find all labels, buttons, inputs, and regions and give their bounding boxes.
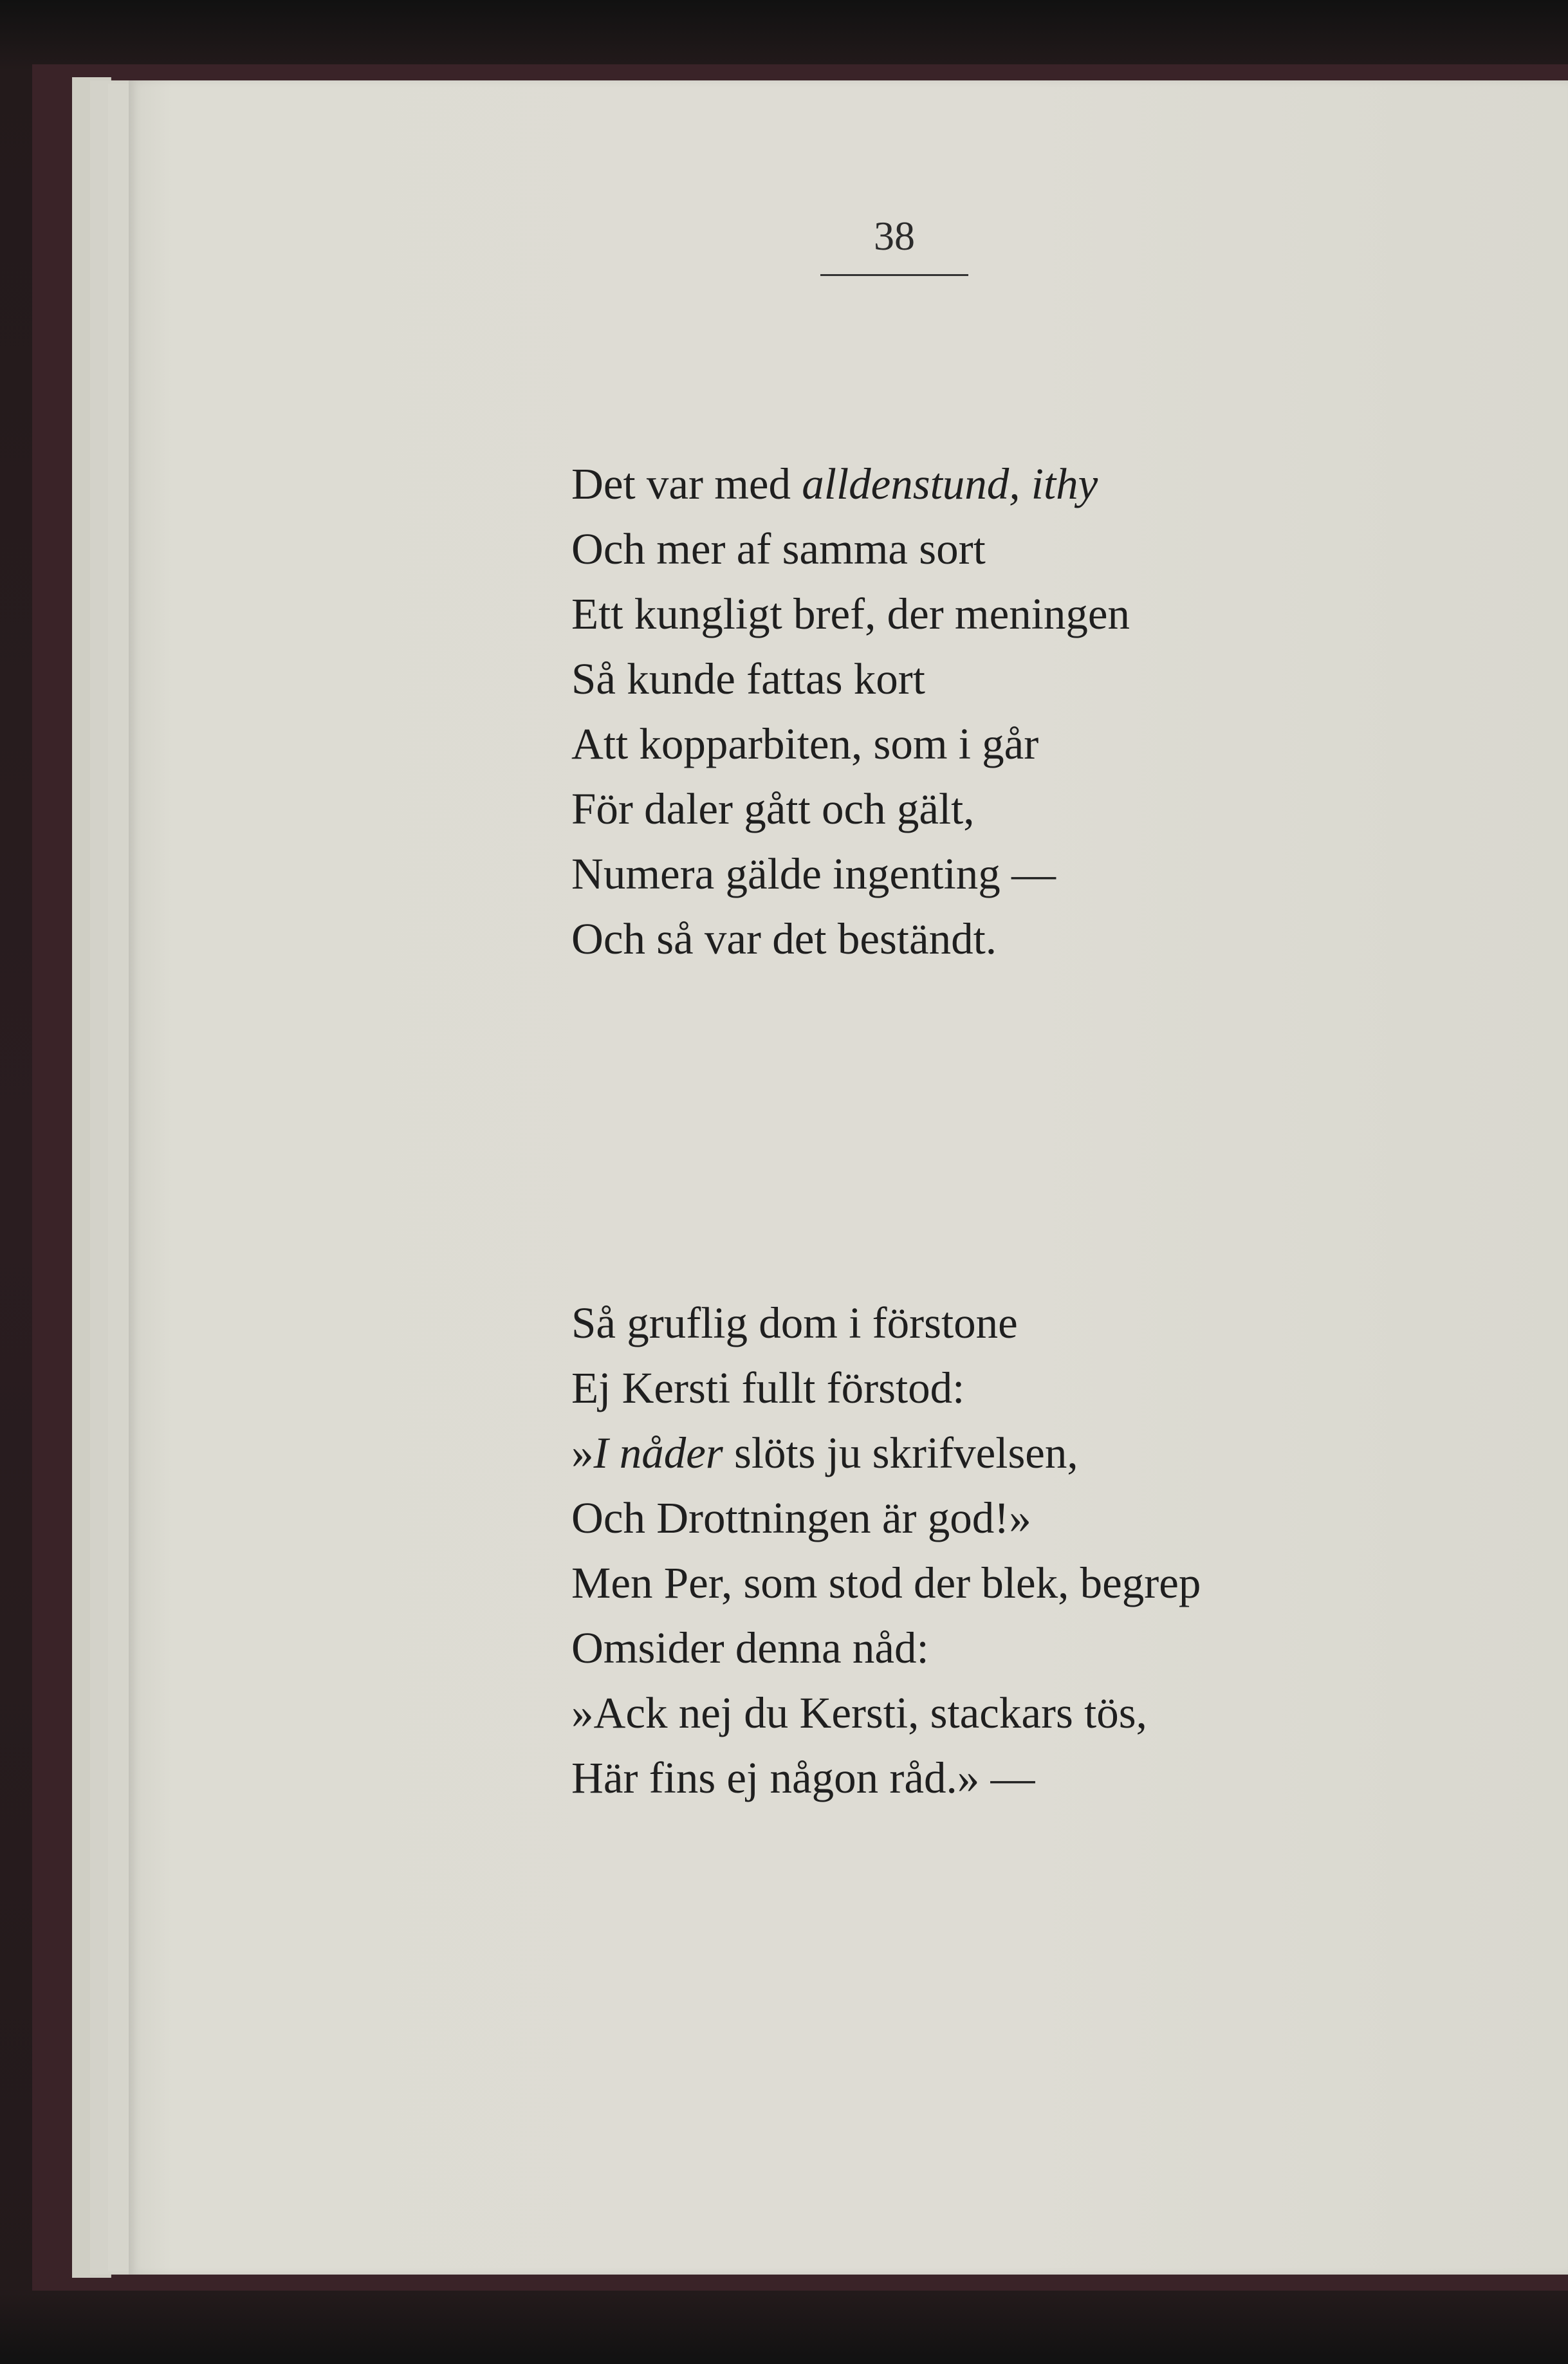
verse-line: För daler gått och gält, bbox=[571, 784, 975, 833]
stanza-1 bbox=[571, 452, 1130, 972]
verse-line: Och mer af samma sort bbox=[571, 524, 986, 573]
verse-line: Omsider denna nåd: bbox=[571, 1623, 929, 1672]
verse-line: Men Per, som stod der blek, begrep bbox=[571, 1558, 1201, 1607]
verse-line: Ett kungligt bref, der meningen bbox=[571, 589, 1130, 638]
verse-line: Här fins ej någon råd.» — bbox=[571, 1753, 1035, 1802]
verse-line: »I nåder slöts ju skrifvelsen, bbox=[571, 1428, 1078, 1477]
verse-line: Numera gälde ingenting — bbox=[571, 849, 1056, 898]
page-number: 38 bbox=[874, 213, 915, 259]
book-page bbox=[129, 80, 1568, 2275]
verse-line: Och Drottningen är god!» bbox=[571, 1493, 1031, 1542]
verse-line: Ej Kersti fullt förstod: bbox=[571, 1363, 965, 1412]
verse-line: Så gruflig dom i förstone bbox=[571, 1298, 1018, 1347]
verse-line: Att kopparbiten, som i går bbox=[571, 719, 1039, 768]
verse-line: Så kunde fattas kort bbox=[571, 654, 925, 703]
verse-line: Det var med alldenstund, ithy bbox=[571, 459, 1098, 508]
verse-line: »Ack nej du Kersti, stackars tös, bbox=[571, 1688, 1147, 1737]
verse-line: Och så var det beständt. bbox=[571, 914, 997, 963]
stanza-2 bbox=[571, 1291, 1201, 1811]
header-rule bbox=[820, 274, 968, 276]
